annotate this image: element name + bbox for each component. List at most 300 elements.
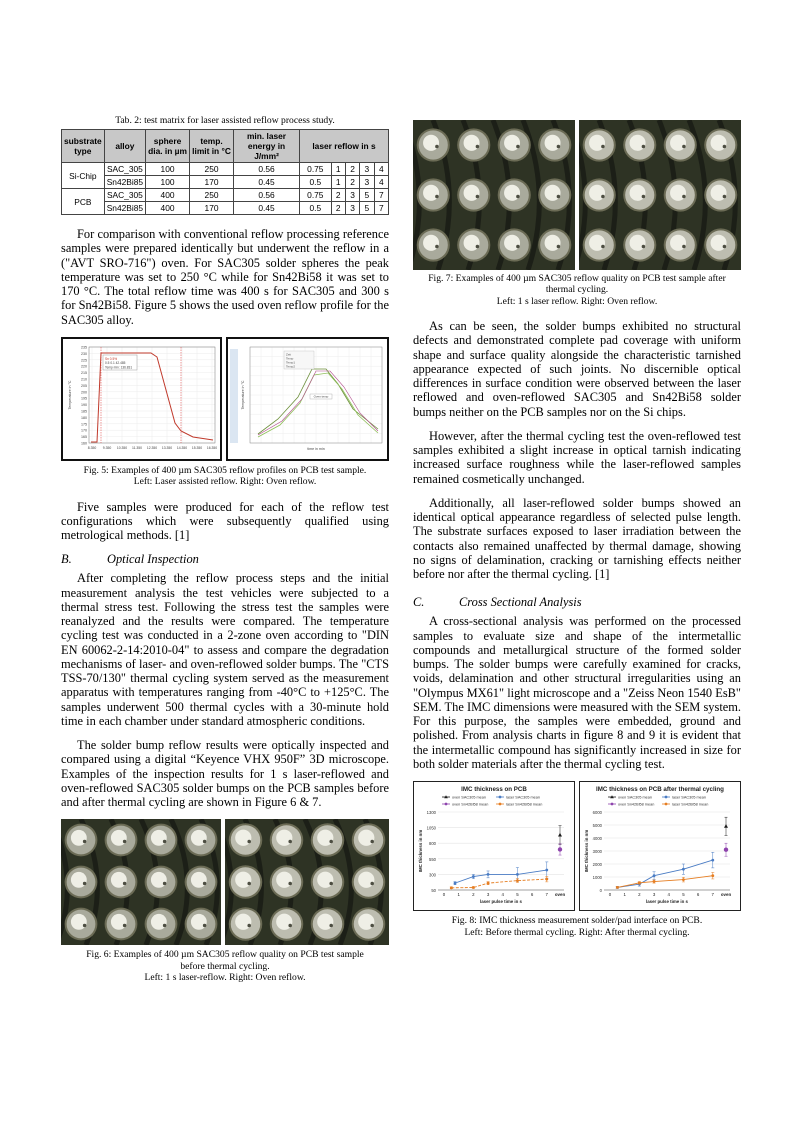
bump-highlight [423,235,439,251]
bump-highlight [464,135,480,151]
bump-highlight [276,872,292,888]
section-number: B. [61,552,72,567]
caption-line: Fig. 7: Examples of 400 µm SAC305 reflow quality on PCB test sample after [428,273,726,284]
table-cell: 0.75 [300,189,332,202]
bump-spot [557,195,560,198]
data-point [472,875,475,878]
figure-8 [413,781,741,913]
bump-spot [329,840,333,844]
x-tick-label: 6 [696,892,700,898]
laser-reflow-after-cycling-photo [413,120,575,270]
bump-highlight [358,872,374,888]
caption-line: Left: 1 s laser-reflow. Right: Oven reflow. [144,972,306,984]
bump-highlight [464,185,480,201]
bump-spot [83,882,86,885]
x-axis-label: laser pulse time in s [646,899,688,905]
bump-spot [601,145,604,148]
table-cell: 1 [331,176,345,189]
bump-highlight [151,872,167,888]
bump-highlight [589,185,605,201]
caption-line: before thermal cycling. [180,960,270,972]
bump-spot [601,195,604,198]
data-point [487,882,490,885]
bump-spot [288,882,292,886]
y-tick-label: 0 [599,888,602,894]
bump-spot [247,840,251,844]
bump-highlight [670,135,686,151]
bump-spot [329,924,333,928]
y-tick-label: 50 [431,888,436,894]
x-tick-label: 14.350 [176,445,188,450]
oven-reflow-after-cycling-photo [579,120,741,270]
legend-label: laser Sn42Bi58 mean [672,802,709,807]
bump-spot [83,840,86,843]
y-axis-label: IMC thickness in nm [418,829,423,873]
x-tick-label: 9.350 [102,445,112,450]
legend-marker [445,803,448,806]
bump-spot [163,882,166,885]
bump-spot [247,924,251,928]
bump-spot [723,245,726,248]
legend-marker [499,796,502,799]
bump-spot [203,882,206,885]
bump-highlight [276,830,292,846]
y-tick-label: 800 [429,841,436,847]
figure-8-caption [413,915,741,938]
table-row [62,202,389,215]
bump-highlight [111,872,127,888]
table-caption: Tab. 2: test matrix for laser assisted reflow process study. [115,115,335,126]
bump-highlight [545,135,561,151]
col-header: substrate type [62,130,105,163]
bump-spot [723,195,726,198]
bump-spot [476,245,479,248]
bump-highlight [504,185,520,201]
data-point [558,847,562,851]
y-tick-label: 165 [81,434,87,439]
x-tick-label: 7 [545,892,549,898]
y-tick-label: 190 [81,402,87,407]
imc-before-cycling-panel [413,781,575,911]
data-point [516,873,519,876]
bump-spot [288,840,292,844]
substrate-cell: Si-Chip [62,163,105,189]
caption-line: Fig. 6: Examples of 400 µm SAC305 reflow quality on PCB test sample [86,949,364,961]
x-tick-label: 3 [486,892,490,898]
y-tick-label: 160 [81,441,87,446]
laser-reflow-profile-panel [61,337,222,461]
bump-highlight [276,914,292,930]
x-tick-label: 10.350 [116,445,128,450]
x-tick-label: 11.350 [131,445,143,450]
x-tick-label: 0 [442,892,446,898]
table-cell: 400 [146,189,190,202]
legend-label: Temp2 [286,364,296,369]
bump-highlight [111,914,127,930]
legend-label: laser SAC305 mean [672,795,706,800]
left-column [61,115,389,984]
bump-spot [516,195,519,198]
paragraph: A cross-sectional analysis was performed on the processed samples to evaluate size and shape of the intermetallic compounds and metallurgical structure of the formed solder bumps. The solder bumps were carefully examined for cracks, voids, delamination and other structural irregularities using an "Olympus MX61" light microscope and a "Zeiss Neon 1540 EsB" SEM. The IMC dimensions were measured with the SEM system. For this purpose, the samples were embedded, ground and polished. From analysis charts in figure 8 and 9 it is evident that the intermetallic compound has significantly increased in size for both solder materials after the thermal cycling test. [413,614,741,771]
bump-highlight [235,872,251,888]
table-cell: Sn42Bi85 [104,202,145,215]
table-cell: 5 [360,202,374,215]
micrograph [225,819,389,945]
x-tick-label: 1 [457,892,460,898]
laser-reflow-photo [61,819,221,945]
paragraph: The solder bump reflow results were optically inspected and compared using a digital “Keyence VHX 950F” 3D microscope. Examples of the inspection results for 1 s laser-reflowed and oven-reflowed SAC305 solder bumps on the PCB samples before and after thermal cycling are shown in Figure 6 & 7. [61,738,389,810]
bump-spot [516,145,519,148]
x-tick-label: 12.350 [146,445,158,450]
table-cell: 0.56 [234,163,300,176]
x-tick-label: 15.350 [191,445,203,450]
bump-highlight [423,135,439,151]
data-point [653,880,656,883]
chart-title: IMC thickness on PCB after thermal cycling [596,786,724,794]
y-tick-label: 5000 [592,823,602,829]
table-row [62,189,389,202]
figure-5-caption [61,465,389,488]
bump-spot [435,145,438,148]
bump-highlight [670,235,686,251]
bump-highlight [630,135,646,151]
bump-highlight [711,135,727,151]
bump-spot [557,145,560,148]
y-tick-label: 4000 [592,836,602,842]
bump-highlight [317,872,333,888]
bump-highlight [111,830,127,846]
legend-label: Temp min: 136.831 [105,365,133,370]
bump-spot [642,195,645,198]
paragraph: For comparison with conventional reflow processing reference samples were prepared identically but underwent the reflow in a ("AVT SRO-716") oven. For SAC305 solder spheres the peak temperature was set to 250 °C while for Sn42Bi58 it was set to 170 °C. The total reflow time was 400 s for SAC305 and 300 s for Sn42Bi58. Figure 5 shows the used oven reflow profile for the SAC305 alloy. [61,227,389,327]
y-tick-label: 1000 [592,875,602,881]
chart-title: IMC thickness on PCB [461,786,527,794]
section-title: Optical Inspection [107,552,199,567]
table-cell: 250 [190,189,234,202]
y-tick-label: 220 [81,364,87,369]
table-row [62,163,389,176]
x-tick-label: 4 [667,892,670,898]
bump-spot [203,840,206,843]
table-cell: 4 [374,176,388,189]
bump-spot [203,924,206,927]
paragraph: Five samples were produced for each of the reflow test configurations which were subsequently qualified using metrological methods. [1] [61,499,389,543]
side-bar [230,349,238,443]
bump-highlight [317,830,333,846]
micrograph [579,120,741,270]
data-point [616,886,619,889]
y-tick-label: 210 [81,377,87,382]
table-cell: 0.45 [234,176,300,189]
y-tick-label: 235 [81,345,87,350]
bump-spot [123,924,126,927]
bump-spot [123,882,126,885]
imc-before-cycling-chart [414,782,574,910]
x-tick-label: 5 [516,892,519,898]
bump-highlight [317,914,333,930]
figure-7 [413,120,741,270]
caption-line: Left: Laser assisted reflow. Right: Oven reflow. [133,476,317,488]
bump-spot [247,882,251,886]
y-axis-label: IMC thickness in nm [584,829,589,873]
laser-reflow-profile-chart [63,339,220,459]
legend-label: oven Sn42Bi58 mean [452,802,489,807]
bump-highlight [71,872,87,888]
y-tick-label: 1300 [426,810,436,816]
x-axis-label: laser pulse time in s [480,899,522,905]
legend-label: Temp [286,356,294,361]
section-heading-c [413,595,741,610]
x-tick-label: 4 [501,892,504,898]
col-header: laser reflow in s [300,130,389,163]
table-cell: 3 [345,189,359,202]
col-header: sphere dia. in µm [146,130,190,163]
table-cell: 7 [374,202,388,215]
figure-5 [61,337,389,463]
y-tick-label: 195 [81,396,87,401]
bump-spot [516,245,519,248]
table-cell: 250 [190,163,234,176]
table-cell: 400 [146,202,190,215]
legend-marker [611,803,614,806]
imc-after-cycling-chart [580,782,740,910]
micrograph [413,120,575,270]
data-point [711,875,714,878]
test-matrix-table [61,129,389,215]
bump-highlight [235,914,251,930]
bump-spot [682,145,685,148]
x-tick-label: 8.350 [87,445,97,450]
bump-highlight [589,135,605,151]
y-tick-label: 170 [81,428,87,433]
legend-label: Sn 0.5% [105,356,118,361]
table-cell: SAC_305 [104,163,145,176]
table-cell: 0.45 [234,202,300,215]
legend-marker [665,803,668,806]
paragraph: However, after the thermal cycling test the oven-reflowed test samples exhibited a slight increase in optical tarnish indicating increased surface roughness while the laser-reflowed samples remained cosmetically unchanged. [413,428,741,486]
y-tick-label: 200 [81,390,87,395]
data-point [472,886,475,889]
bump-spot [682,245,685,248]
table-cell: 100 [146,176,190,189]
bump-highlight [545,185,561,201]
table-cell: 170 [190,176,234,189]
bump-spot [476,195,479,198]
x-tick-label: 7 [711,892,715,898]
table-cell: 7 [374,189,388,202]
oven-reflow-photo [225,819,389,945]
bump-highlight [191,830,207,846]
bump-spot [435,245,438,248]
legend-label: oven SAC305 mean [452,795,486,800]
table-cell: 0.5 [300,176,332,189]
legend-label: laser Sn42Bi58 mean [506,802,543,807]
bump-spot [163,840,166,843]
x-tick-label: 2 [472,892,475,898]
table-cell: Sn42Bi85 [104,176,145,189]
table-row [62,176,389,189]
table-cell: 3 [345,202,359,215]
col-header: alloy [104,130,145,163]
table-cell: 2 [331,202,345,215]
paragraph: Additionally, all laser-reflowed solder bumps showed an identical optical appearance regardless of selected pulse length. The substrate surfaces exposed to laser irradiation between the contacts also remained unaffected by thermal damage, showing no signs of delamination, cracking or tarnishing effects neither before nor after the thermal cycling. [1] [413,495,741,582]
data-point [724,824,728,828]
table-cell: 2 [345,176,359,189]
table-cell: 100 [146,163,190,176]
data-point [711,859,714,862]
series-line [455,870,547,883]
bump-highlight [191,872,207,888]
data-point [454,882,457,885]
bump-spot [370,882,374,886]
bump-spot [642,245,645,248]
bump-highlight [711,235,727,251]
table-cell: 0.56 [234,189,300,202]
data-point [516,879,519,882]
y-tick-label: 185 [81,409,87,414]
bump-spot [288,924,292,928]
caption-line: Left: Before thermal cycling. Right: After thermal cycling. [464,926,690,938]
col-header: min. laser energy in J/mm² [234,130,300,163]
data-point [724,848,728,852]
table-cell: 0.75 [300,163,332,176]
y-tick-label: 1050 [426,825,436,831]
bump-highlight [630,185,646,201]
y-tick-label: 225 [81,358,87,363]
series-line [451,879,546,888]
legend-label: Temp1 [286,360,296,365]
caption-line: thermal cycling. [545,284,609,296]
data-point [450,887,453,890]
y-tick-label: 3000 [592,849,602,855]
y-tick-label: 180 [81,415,87,420]
table-cell: 2 [331,189,345,202]
substrate-cell: PCB [62,189,105,215]
legend-marker [499,803,502,806]
table-cell: 2 [345,163,359,176]
bump-highlight [71,914,87,930]
bump-spot [476,145,479,148]
y-axis-label: Temperature in °C [241,380,245,410]
table-header-row [62,130,389,163]
figure-7-caption [413,273,741,307]
caption-line: Fig. 5: Examples of 400 µm SAC305 reflow profiles on PCB test sample. [83,464,367,476]
y-tick-label: 550 [429,857,436,863]
legend-label: laser SAC305 mean [506,795,540,800]
bump-highlight [71,830,87,846]
x-axis-label: time in min [307,446,325,451]
paragraph: After completing the reflow process steps and the initial measurement analysis the test vehicles were subjected to a thermal stress test. Following the stress test the samples were reanalyzed and the results were compared. The temperature cycling test was conducted in a 2-zone oven according to "DIN EN 60062-2-14:2010-04" to assess and compare the degradation mechanisms of laser- and oven-reflowed solder bumps. The "CTS TSS-70/130" thermal cycling system served as the measurement apparatus with temperatures ranging from -40°C to +125°C. The samples underwent 500 thermal cycles with a 30-minute hold time in each chamber under standard atmospheric conditions. [61,571,389,728]
bump-highlight [151,914,167,930]
figure-6-caption [61,949,389,983]
y-tick-label: 300 [429,872,436,878]
bump-highlight [670,185,686,201]
y-tick-label: 2000 [592,862,602,868]
bump-highlight [504,235,520,251]
section-number: C. [413,595,425,610]
section-title: Cross Sectional Analysis [459,595,582,610]
legend-label: oven SAC305 mean [618,795,652,800]
section-heading-b [61,552,389,567]
bump-highlight [464,235,480,251]
legend-label: 0.5 0.1 42.485 [105,360,126,365]
y-tick-label: 205 [81,383,87,388]
data-point [682,878,685,881]
bump-highlight [504,135,520,151]
bump-highlight [630,235,646,251]
bump-highlight [151,830,167,846]
bump-spot [557,245,560,248]
data-point [545,878,548,881]
oven-reflow-profile-chart [228,339,387,459]
micrograph [61,819,221,945]
caption-line: Fig. 8: IMC thickness measurement solder/pad interface on PCB. [451,915,703,927]
bump-highlight [711,185,727,201]
table-cell: 170 [190,202,234,215]
table-cell: 5 [360,189,374,202]
bump-highlight [589,235,605,251]
table-cell: 3 [360,176,374,189]
x-tick-label: 6 [530,892,534,898]
x-tick-label: 5 [682,892,685,898]
bump-spot [601,245,604,248]
bump-highlight [358,914,374,930]
bump-spot [435,195,438,198]
paragraph: As can be seen, the solder bumps exhibited no structural defects and demonstrated complete pad coverage with uniform shape and surface quality alongside the characteristic tarnished appearance expected of such joints. No discernible optical differences in surface condition were observed between the laser reflowed and oven-reflowed SAC305 and Sn42Bi58 solder bumps neither on the PCB samples nor on the Si chips. [413,319,741,419]
bump-spot [682,195,685,198]
bump-spot [642,145,645,148]
imc-after-cycling-panel [579,781,741,911]
bump-spot [329,882,333,886]
data-point [653,875,656,878]
table-cell: 4 [374,163,388,176]
caption-line: Left: 1 s laser reflow. Right: Oven reflow. [496,295,658,307]
table-cell: 0.5 [300,202,332,215]
bump-highlight [358,830,374,846]
x-tick-label: oven [554,892,566,898]
data-point [558,833,562,837]
data-point [638,882,641,885]
table-cell: 1 [331,163,345,176]
legend-marker [665,796,668,799]
x-tick-label: 13.350 [161,445,173,450]
table-cell: SAC_305 [104,189,145,202]
bump-highlight [423,185,439,201]
inner-label: Oven temp [313,394,329,399]
figure-6 [61,819,389,947]
table-cell: 3 [360,163,374,176]
data-point [487,873,490,876]
x-tick-label: 3 [652,892,656,898]
bump-highlight [191,914,207,930]
y-tick-label: 6000 [592,810,602,816]
bump-highlight [235,830,251,846]
bump-spot [163,924,166,927]
x-tick-label: oven [720,892,732,898]
x-tick-label: 16.350 [206,445,218,450]
legend-label: oven Sn42Bi58 mean [618,802,655,807]
y-tick-label: 215 [81,370,87,375]
bump-spot [370,840,374,844]
x-tick-label: 0 [608,892,612,898]
bump-highlight [545,235,561,251]
col-header: temp. limit in °C [190,130,234,163]
y-tick-label: 175 [81,422,87,427]
x-tick-label: 1 [623,892,626,898]
bump-spot [723,145,726,148]
oven-reflow-profile-panel [226,337,389,461]
y-axis-label: Temperature in °C [68,380,72,410]
